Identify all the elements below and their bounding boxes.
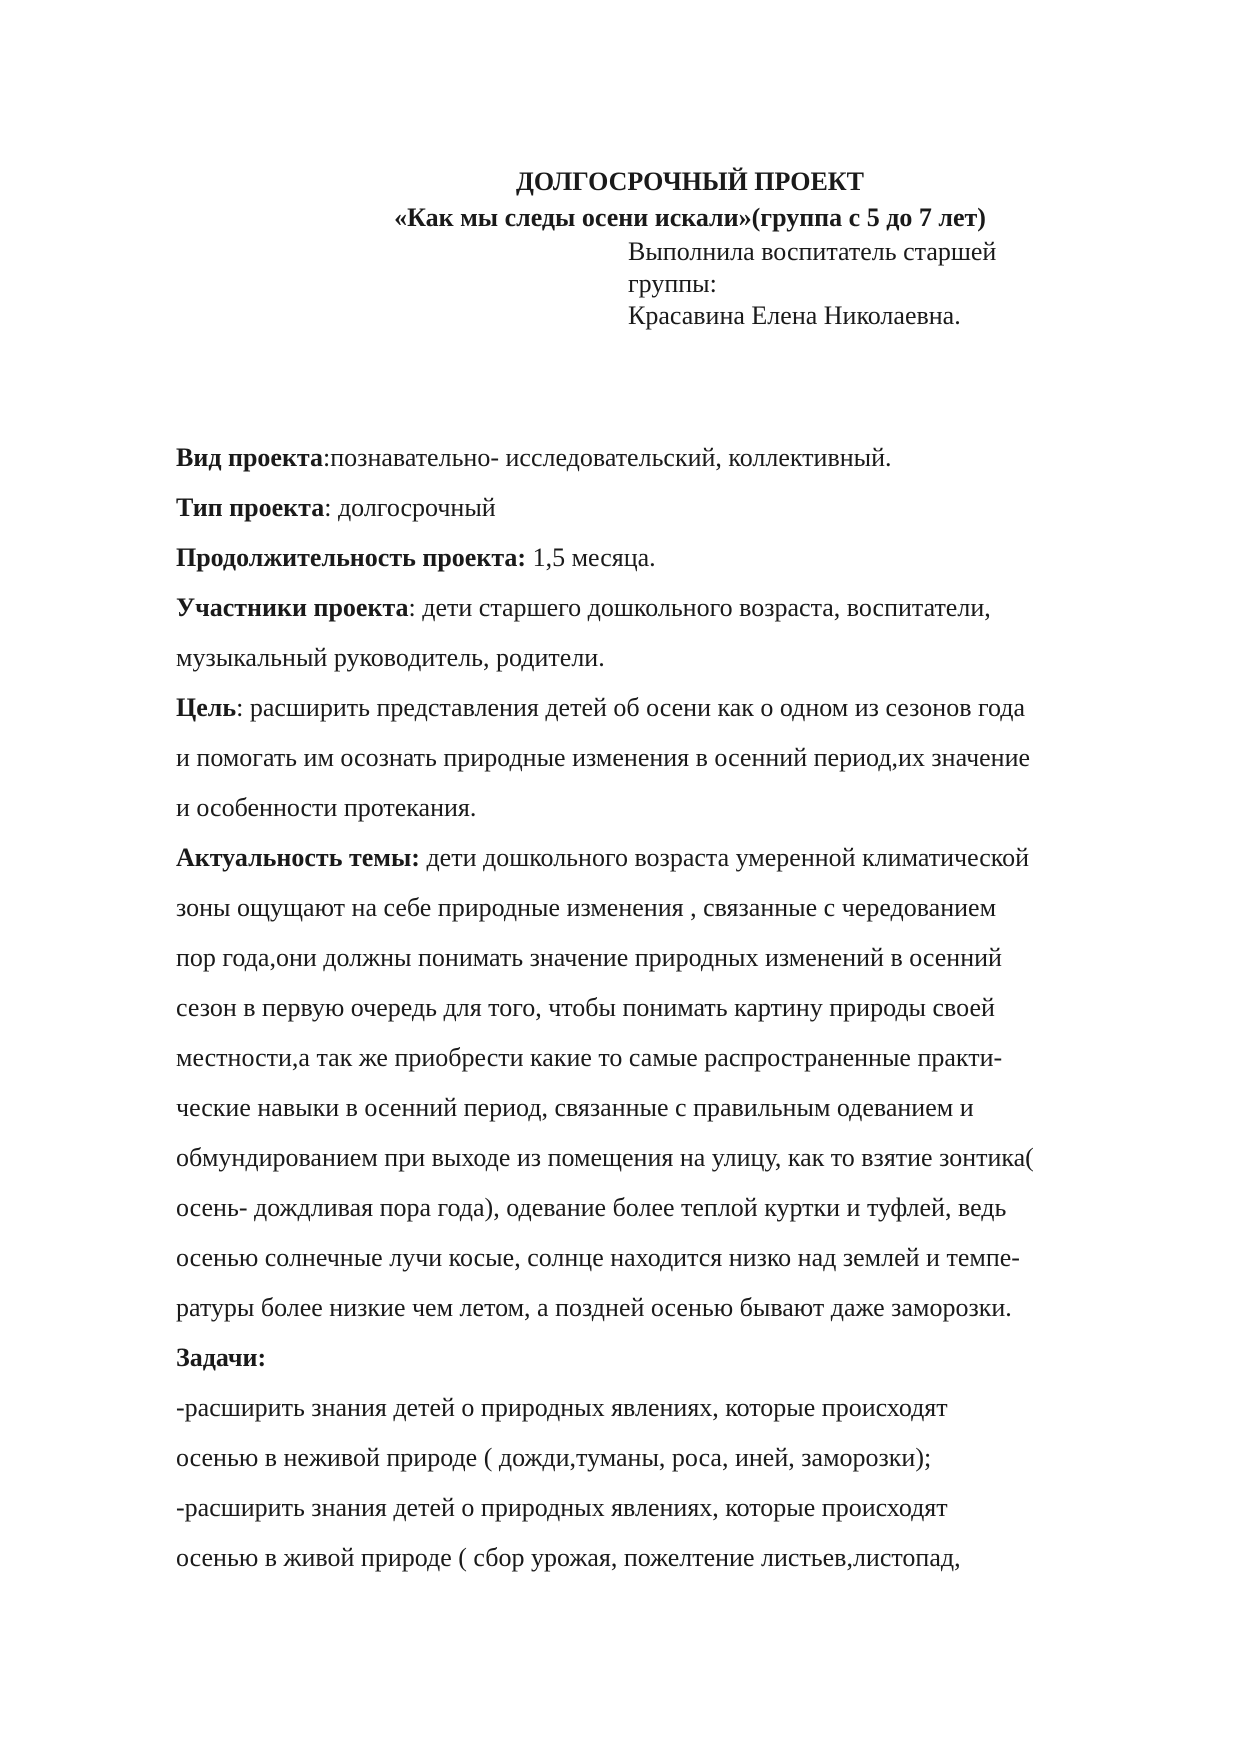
- line-text: пор года,они должны понимать значение природных изменений в осенний: [176, 943, 1002, 972]
- line-label: Тип проекта: [176, 493, 325, 522]
- text-line: [176, 733, 1166, 783]
- line-text: ратуры более низкие чем летом, а поздней осенью бывают даже заморозки.: [176, 1293, 1012, 1322]
- text-line: [176, 933, 1166, 983]
- text-line: [176, 633, 1166, 683]
- text-line: [176, 483, 1166, 533]
- line-text: : расширить представления детей об осени как о одном из сезонов года: [236, 693, 1026, 722]
- line-label: Вид проекта: [176, 443, 324, 472]
- text-line: [176, 833, 1166, 883]
- text-line: [176, 1383, 1166, 1433]
- text-line: [176, 683, 1166, 733]
- document-subtitle: «Как мы следы осени искали»(группа с 5 до 7 лет): [394, 203, 986, 232]
- text-line: [176, 1233, 1166, 1283]
- text-line: [176, 533, 1166, 583]
- text-line: [176, 983, 1166, 1033]
- author-name: Красавина Елена Николаевна.: [628, 301, 961, 330]
- line-text: и помогать им осознать природные изменения в осенний период,их значение: [176, 743, 1031, 772]
- text-line: [176, 1133, 1166, 1183]
- text-line: [176, 883, 1166, 933]
- text-line: [176, 1533, 1166, 1583]
- text-line: [176, 1333, 1166, 1383]
- line-text: ческие навыки в осенний период, связанные с правильным одеванием и: [176, 1093, 974, 1122]
- line-label: Задачи:: [176, 1343, 267, 1372]
- line-label: Продолжительность проекта:: [176, 543, 527, 572]
- line-text: : дети старшего дошкольного возраста, воспитатели,: [408, 593, 991, 622]
- line-text: осень- дождливая пора года), одевание более теплой куртки и туфлей, ведь: [176, 1193, 1007, 1222]
- author-line: группы:: [628, 269, 717, 298]
- text-line: [176, 1483, 1166, 1533]
- text-line: [176, 1433, 1166, 1483]
- line-text: и особенности протекания.: [176, 793, 477, 822]
- text-line: [176, 1183, 1166, 1233]
- line-label: Участники проекта: [176, 593, 409, 622]
- line-text: сезон в первую очередь для того, чтобы понимать картину природы своей: [176, 993, 995, 1022]
- line-text: :познавательно- исследовательский, коллективный.: [323, 443, 892, 472]
- text-line: [176, 583, 1166, 633]
- line-text: -расширить знания детей о природных явлениях, которые происходят: [176, 1393, 948, 1422]
- line-text: музыкальный руководитель, родители.: [176, 643, 605, 672]
- line-text: дети дошкольного возраста умеренной климатической: [419, 843, 1030, 872]
- line-text: осенью в живой природе ( сбор урожая, пожелтение листьев,листопад,: [176, 1543, 961, 1572]
- text-line: [176, 1083, 1166, 1133]
- text-line: [176, 433, 1166, 483]
- document-body: [176, 433, 1166, 1583]
- line-text: : долгосрочный: [324, 493, 496, 522]
- line-label: Актуальность темы:: [176, 843, 420, 872]
- line-text: зоны ощущают на себе природные изменения , связанные с чередованием: [176, 893, 997, 922]
- line-text: -расширить знания детей о природных явлениях, которые происходят: [176, 1493, 948, 1522]
- text-line: [176, 783, 1166, 833]
- line-text: обмундированием при выходе из помещения на улицу, как то взятие зонтика(: [176, 1143, 1034, 1172]
- line-text: осенью солнечные лучи косые, солнце находится низко над землей и темпе-: [176, 1243, 1020, 1272]
- text-line: [176, 1033, 1166, 1083]
- line-label: Цель: [176, 693, 237, 722]
- author-block: [628, 236, 1098, 332]
- document-title: ДОЛГОСРОЧНЫЙ ПРОЕКТ: [516, 167, 864, 196]
- author-line: Выполнила воспитатель старшей: [628, 237, 997, 266]
- line-text: местности,а так же приобрести какие то самые распространенные практи-: [176, 1043, 1003, 1072]
- text-line: [176, 1283, 1166, 1333]
- line-text: 1,5 месяца.: [526, 543, 656, 572]
- line-text: осенью в неживой природе ( дожди,туманы, роса, иней, заморозки);: [176, 1443, 932, 1472]
